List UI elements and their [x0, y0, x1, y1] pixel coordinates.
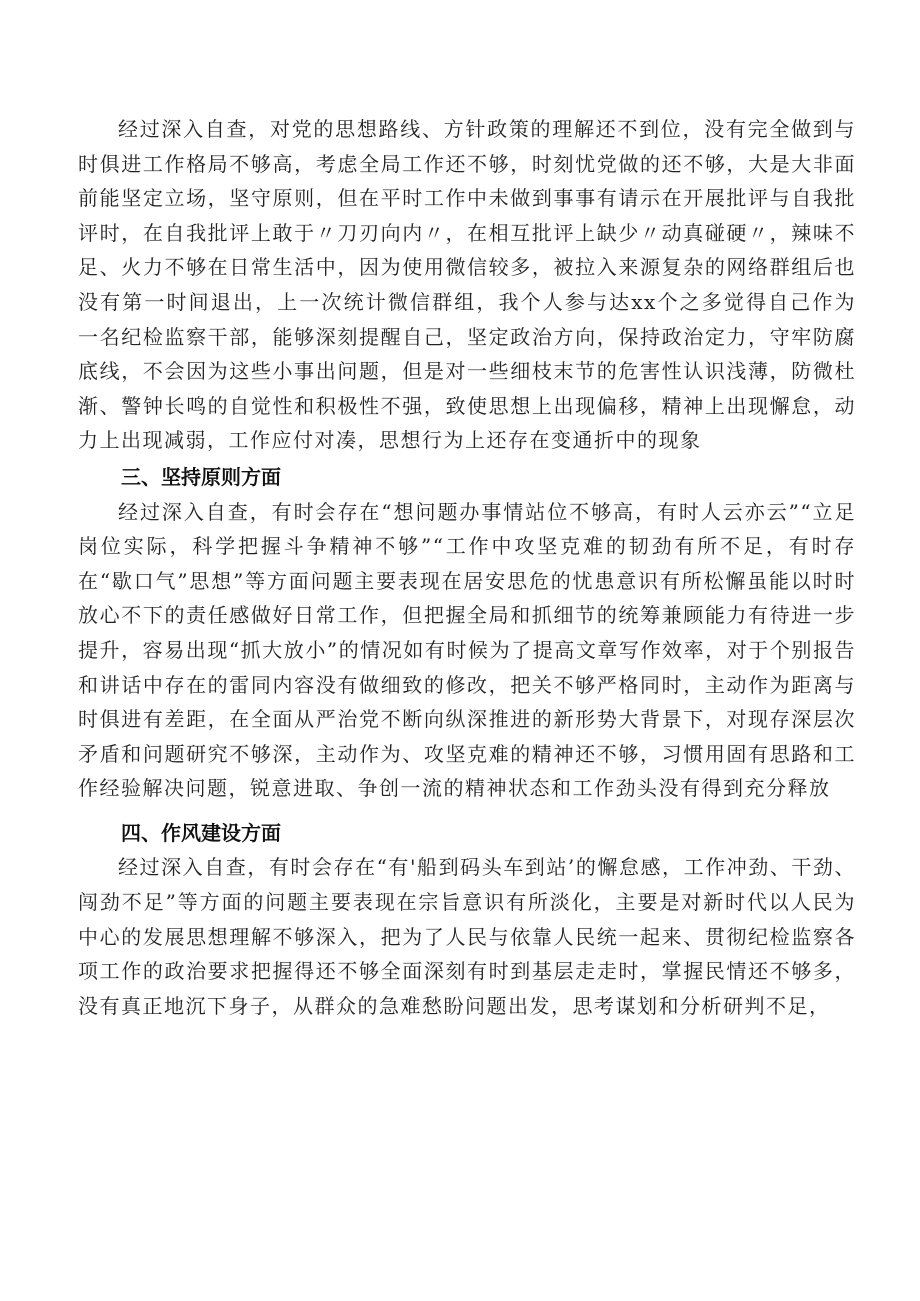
paragraph-work-style: 经过深入自查，有时会存在“有'船到码头车到站’的懈怠感，工作冲劲、干劲、闯劲不足”等方面的问题主要表现在宗旨意识有所淡化，主要是对新时代以人民为中心的发展思想理解不够深入，把为了人民与依靠人民统一起来、贯彻纪检监察各项工作的政治要求把握得还不够全面深刻有时到基层走走时，掌握民情还不够多，没有真正地沉下身子，从群众的急难愁盼问题出发，思考谋划和分析研判不足，: [78, 855, 856, 1018]
section-heading-principles: 三、坚持原则方面: [121, 464, 281, 489]
paragraph-principles: 经过深入自查，有时会存在“想问题办事情站位不够高，有时人云亦云”“立足岗位实际，科学把握斗争精神不够”“工作中攻坚克难的韧劲有所不足，有时存在“歇口气”思想”等方面问题主要表现在居安思危的忧患意识有所松懈虽能以时时放心不下的责任感做好日常工作，但把握全局和抓细节的统筹兼顾能力有待进一步提升，容易出现“抓大放小”的情况如有时候为了提高文章写作效率，对于个别报告和讲话中存在的雷同内容没有做细致的修改，把关不够严格同时，主动作为距离与时俱进有差距，在全面从严治党不断向纵深推进的新形势大背景下，对现存深层次矛盾和问题研究不够深，主动作为、攻坚克难的精神还不够，习惯用固有思路和工作经验解决问题，锐意进取、争创一流的精神状态和工作劲头没有得到充分释放: [78, 499, 856, 801]
section-heading-work-style: 四、作风建设方面: [121, 820, 281, 845]
paragraph-ideology: 经过深入自查，对党的思想路线、方针政策的理解还不到位，没有完全做到与时俱进工作格局不够高，考虑全局工作还不够，时刻忧党做的还不够，大是大非面前能坚定立场，坚守原则，但在平时工作中未做到事事有请示在开展批评与自我批评时，在自我批评上敢于〃刀刃向内〃，在相互批评上缺少〃动真碰硬〃，辣味不足、火力不够在日常生活中，因为使用微信较多，被拉入来源复杂的网络群组后也没有第一时间退出，上一次统计微信群组，我个人参与达xx个之多觉得自己作为一名纪检监察干部，能够深刻提醒自己，坚定政治方向，保持政治定力，守牢防腐底线，不会因为这些小事出问题，但是对一些细枝末节的危害性认识浅薄，防微杜渐、警钟长鸣的自觉性和积极性不强，致使思想上出现偏移，精神上出现懈怠，动力上出现减弱，工作应付对凑，思想行为上还存在变通折中的现象: [78, 117, 856, 453]
